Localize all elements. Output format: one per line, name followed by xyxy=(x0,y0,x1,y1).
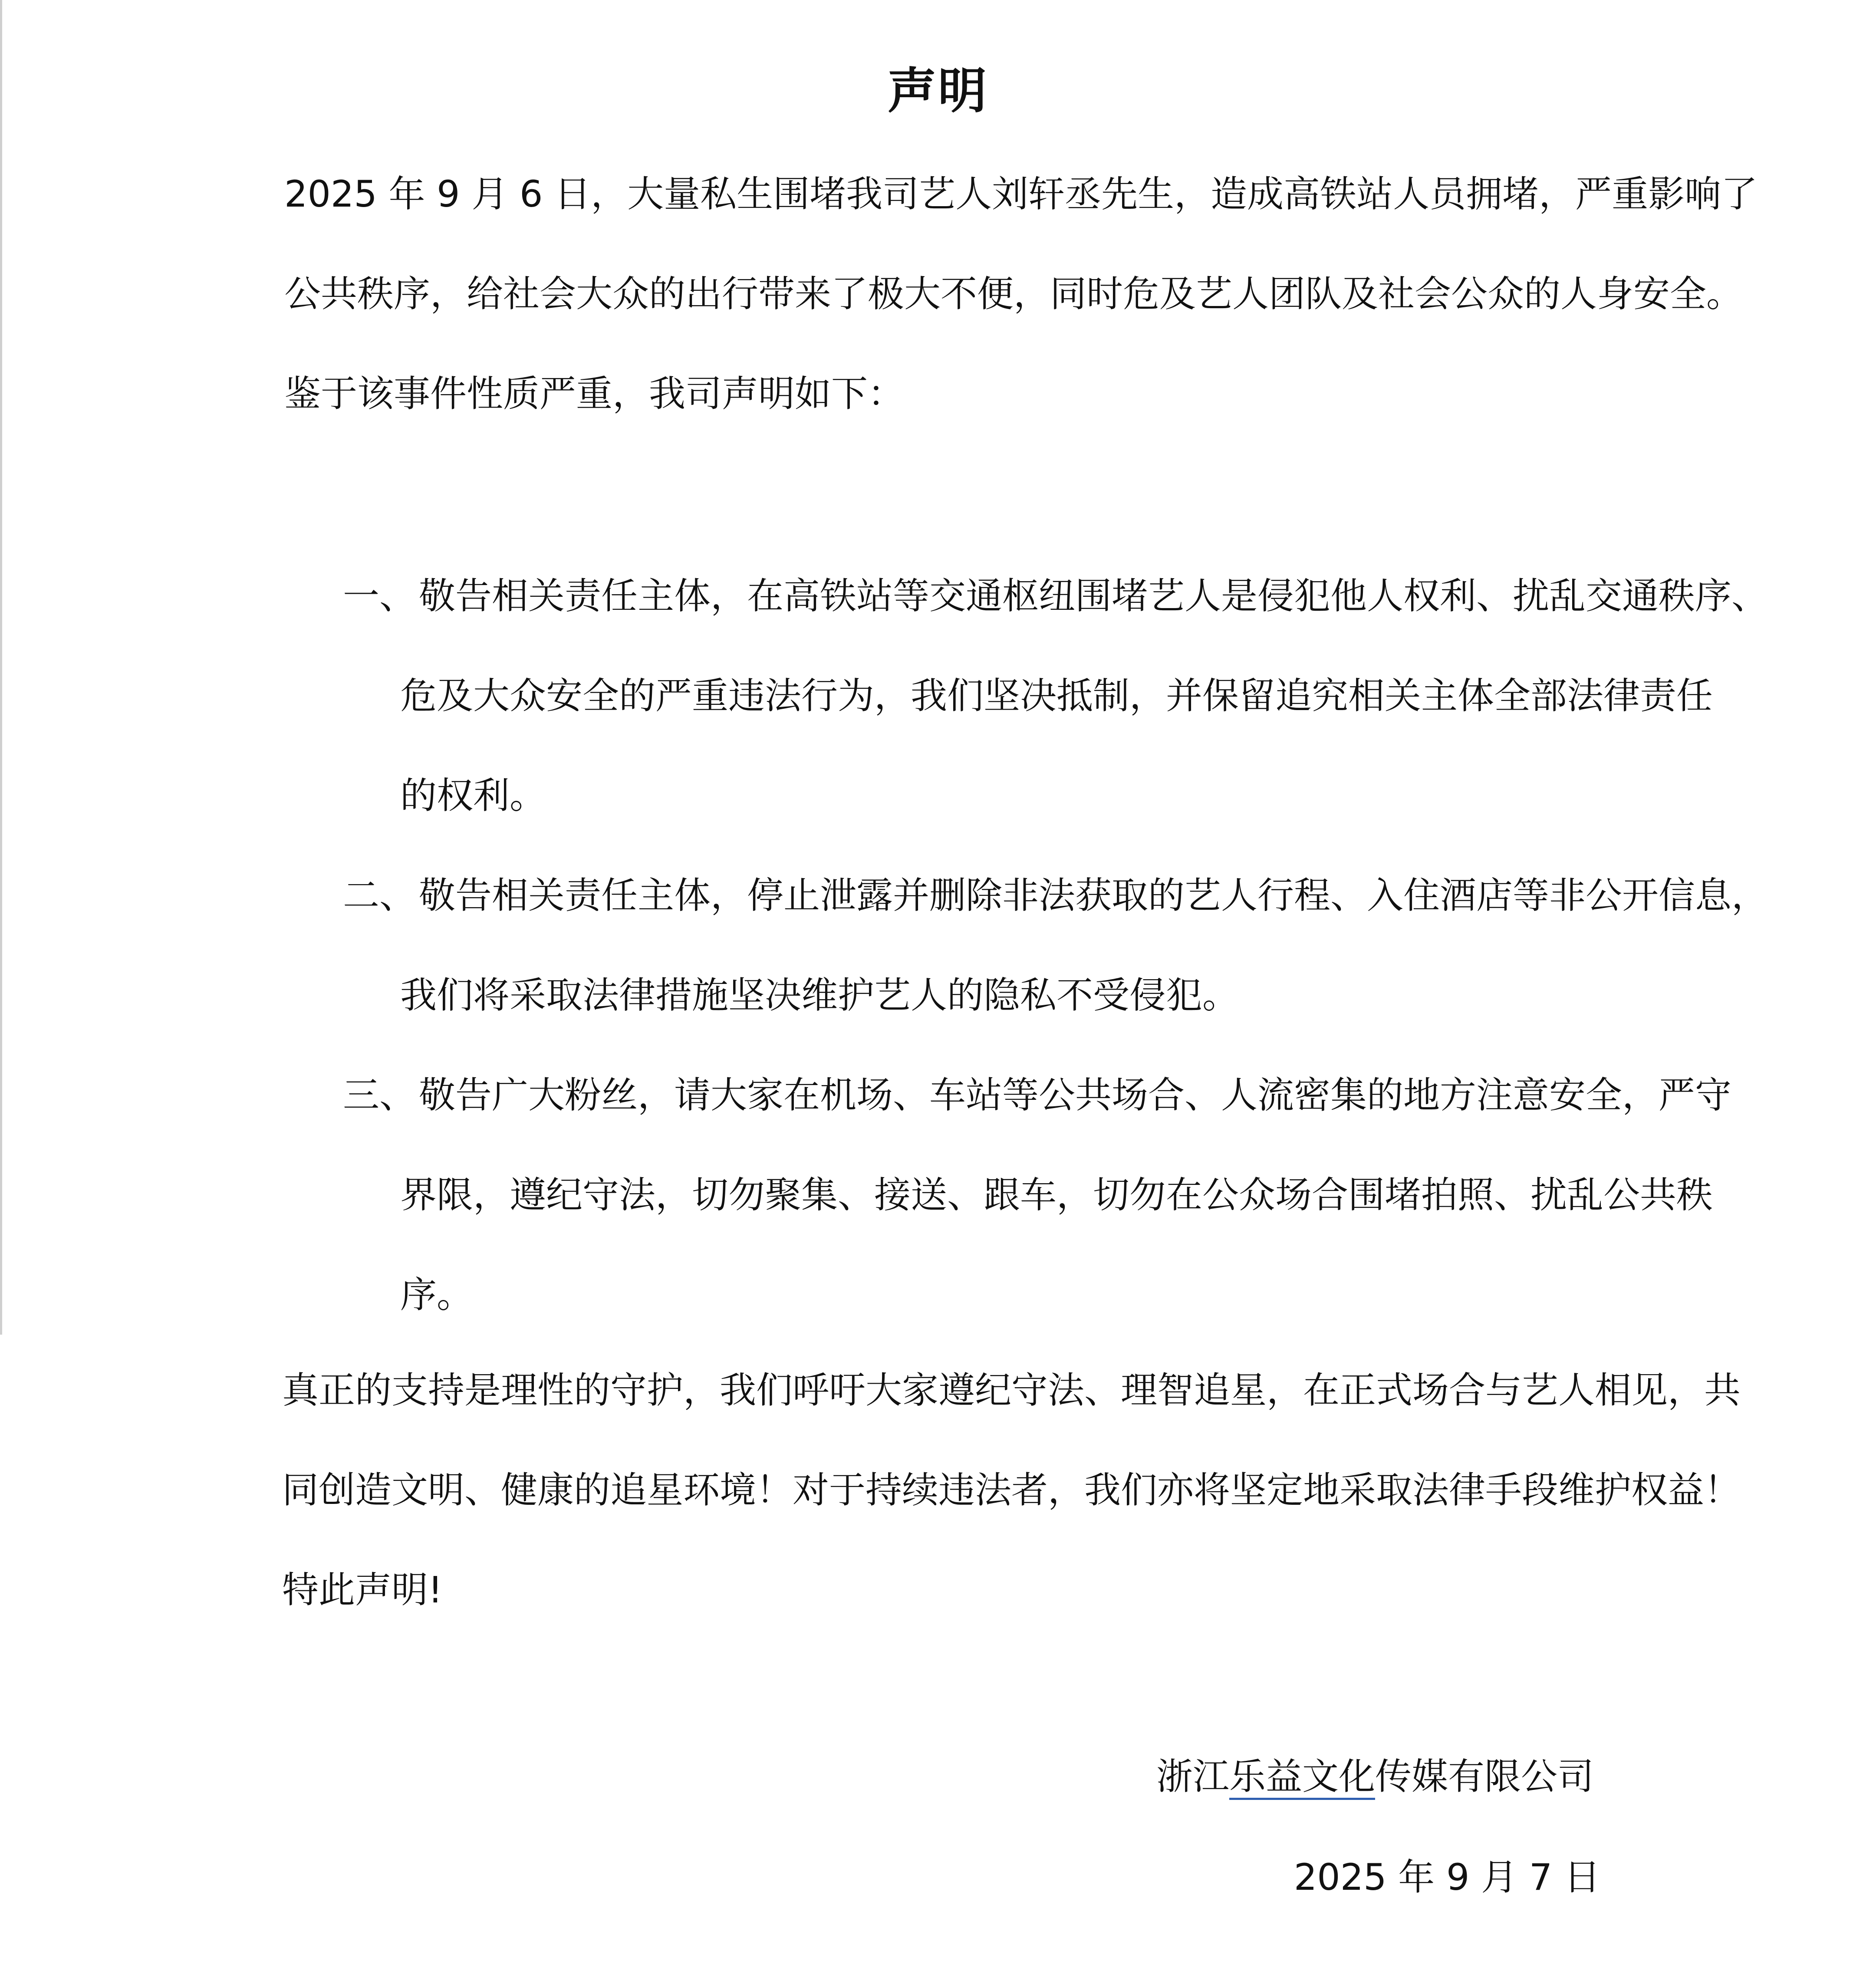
page-left-edge xyxy=(0,0,2,1335)
closing-line-1: 真正的支持是理性的守护，我们呼吁大家遵纪守法、理智追星，在正式场合与艺人相见，共 xyxy=(282,1369,1741,1411)
item-3-line-3: 序。 xyxy=(400,1273,474,1316)
intro-line-3: 鉴于该事件性质严重，我司声明如下： xyxy=(284,372,905,415)
item-1-line-2: 危及大众安全的严重违法行为，我们坚决抵制，并保留追究相关主体全部法律责任 xyxy=(400,674,1713,717)
item-2-line-1: 敬告相关责任主体，停止泄露并删除非法获取的艺人行程、入住酒店等非公开信息， xyxy=(419,874,1768,917)
company-name-underlined: 乐益文化 xyxy=(1229,1755,1375,1800)
item-1-line-3: 的权利。 xyxy=(400,774,546,817)
intro-line-1: 2025 年 9 月 6 日，大量私生围堵我司艺人刘轩丞先生，造成高铁站人员拥堵，严重影响了 xyxy=(284,173,1758,215)
statement-title: 声明 xyxy=(888,63,988,119)
closing-line-3: 特此声明! xyxy=(282,1569,443,1611)
item-3-line-1: 敬告广大粉丝，请大家在机场、车站等公共场合、人流密集的地方注意安全，严守 xyxy=(419,1074,1732,1116)
item-1-line-1: 敬告相关责任主体，在高铁站等交通枢纽围堵艺人是侵犯他人权利、扰乱交通秩序、 xyxy=(419,575,1768,617)
item-3-number: 三、 xyxy=(343,1074,416,1116)
company-name-prefix: 浙江 xyxy=(1156,1755,1229,1798)
company-signature xyxy=(1156,1753,1594,1800)
company-name-suffix: 传媒有限公司 xyxy=(1375,1755,1594,1798)
closing-line-2: 同创造文明、健康的追星环境！对于持续违法者，我们亦将坚定地采取法律手段维护权益！ xyxy=(282,1469,1741,1511)
intro-line-2: 公共秩序，给社会大众的出行带来了极大不便，同时危及艺人团队及社会公众的人身安全。 xyxy=(284,273,1743,315)
item-2-number: 二、 xyxy=(343,874,416,917)
item-2-line-2: 我们将采取法律措施坚决维护艺人的隐私不受侵犯。 xyxy=(400,974,1239,1017)
item-1-number: 一、 xyxy=(343,575,416,617)
signature-date: 2025 年 9 月 7 日 xyxy=(1293,1856,1600,1898)
item-3-line-2: 界限，遵纪守法，切勿聚集、接送、跟车，切勿在公众场合围堵拍照、扰乱公共秩 xyxy=(400,1174,1713,1216)
